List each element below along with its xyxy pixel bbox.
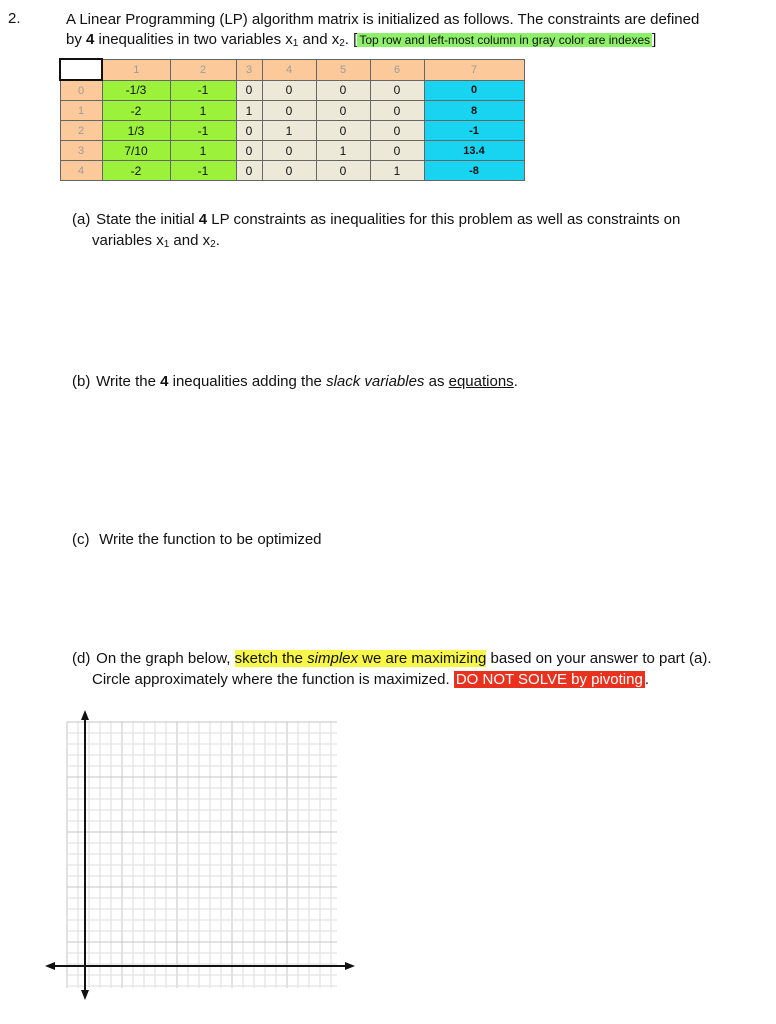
matrix-cell: 0 [370,141,424,161]
matrix-cell: 1 [170,141,236,161]
row-index: 2 [60,121,102,141]
matrix-cell: 0 [316,121,370,141]
matrix-cell: 0 [316,80,370,101]
row-index: 4 [60,161,102,181]
matrix-rhs-cell: 13.4 [424,141,524,161]
matrix-rhs-cell: -8 [424,161,524,181]
question-number: 2. [8,10,21,27]
matrix-cell: 1 [170,101,236,121]
matrix-row [60,101,524,121]
column-index: 1 [102,59,170,80]
matrix-cell: -2 [102,161,170,181]
highlight-sketch: sketch the simplex we are maximizing [234,650,487,667]
matrix-cell: 0 [370,101,424,121]
matrix-cell: 1/3 [102,121,170,141]
matrix-row [60,80,524,101]
matrix-cell: 0 [236,161,262,181]
column-index: 4 [262,59,316,80]
matrix-row [60,161,524,181]
matrix-rhs-cell: -1 [424,121,524,141]
matrix-cell: -2 [102,101,170,121]
matrix-cell: 0 [262,141,316,161]
intro-line-1: A Linear Programming (LP) algorithm matrix is initialized as follows. The constraints are defined [66,11,700,28]
column-index: 7 [424,59,524,80]
row-index: 3 [60,141,102,161]
matrix-cell: 1 [316,141,370,161]
matrix-header-row [60,59,524,80]
x-axis-arrow-right [345,962,355,970]
part-b: (b) Write the 4 inequalities adding the slack variables as equations. [72,373,518,390]
matrix-cell: 0 [316,101,370,121]
matrix-cell: 0 [236,141,262,161]
matrix-row [60,121,524,141]
row-index: 0 [60,80,102,101]
y-axis-arrow-down [81,990,89,1000]
matrix-rhs-cell: 0 [424,80,524,101]
part-label: (a) [72,211,91,228]
graph-grid [45,708,365,1004]
matrix-cell: 1 [236,101,262,121]
warning-note: DO NOT SOLVE by pivoting [455,671,643,688]
matrix-cell: -1 [170,80,236,101]
matrix-cell: 0 [236,121,262,141]
matrix-cell: 0 [236,80,262,101]
part-label: (d) [72,650,91,667]
y-axis-arrow-up [81,710,89,720]
part-d: (d) On the graph below, sketch the simplex we are maximizing based on your answer to part (a). Circle approximately where the function is maximized. DO NOT SOLVE by pivoting . [72,650,712,688]
question-intro [66,10,756,54]
row-index: 1 [60,101,102,121]
column-index: 5 [316,59,370,80]
part-c: (c) Write the function to be optimized [72,531,322,548]
part-label: (c) [72,531,90,548]
grid-lines [67,722,337,988]
column-index: 2 [170,59,236,80]
column-index: 6 [370,59,424,80]
matrix-cell: 0 [262,101,316,121]
matrix-cell: 1 [370,161,424,181]
matrix-cell: 1 [262,121,316,141]
intro-line-2: by 4 inequalities in two variables $x_1$ and $x_2$. [ Top row and left-most column in gray color are indexes ] [66,31,657,49]
part-label: (b) [72,373,91,390]
matrix-corner-cell [60,59,102,80]
matrix-cell: 0 [262,161,316,181]
matrix-row [60,141,524,161]
matrix-cell: -1/3 [102,80,170,101]
matrix-cell: -1 [170,161,236,181]
lp-matrix [59,58,525,181]
matrix-cell: 0 [370,121,424,141]
column-index: 3 [236,59,262,80]
matrix-rhs-cell: 8 [424,101,524,121]
matrix-cell: 7/10 [102,141,170,161]
matrix-cell: -1 [170,121,236,141]
matrix-cell: 0 [316,161,370,181]
part-a: (a) State the initial 4 LP constraints as inequalities for this problem as well as constraints on variables $x_1$ and $x_2$. [72,211,681,250]
matrix-cell: 0 [262,80,316,101]
matrix-cell: 0 [370,80,424,101]
index-note: Top row and left-most column in gray color are indexes [359,33,651,47]
x-axis-arrow-left [45,962,55,970]
